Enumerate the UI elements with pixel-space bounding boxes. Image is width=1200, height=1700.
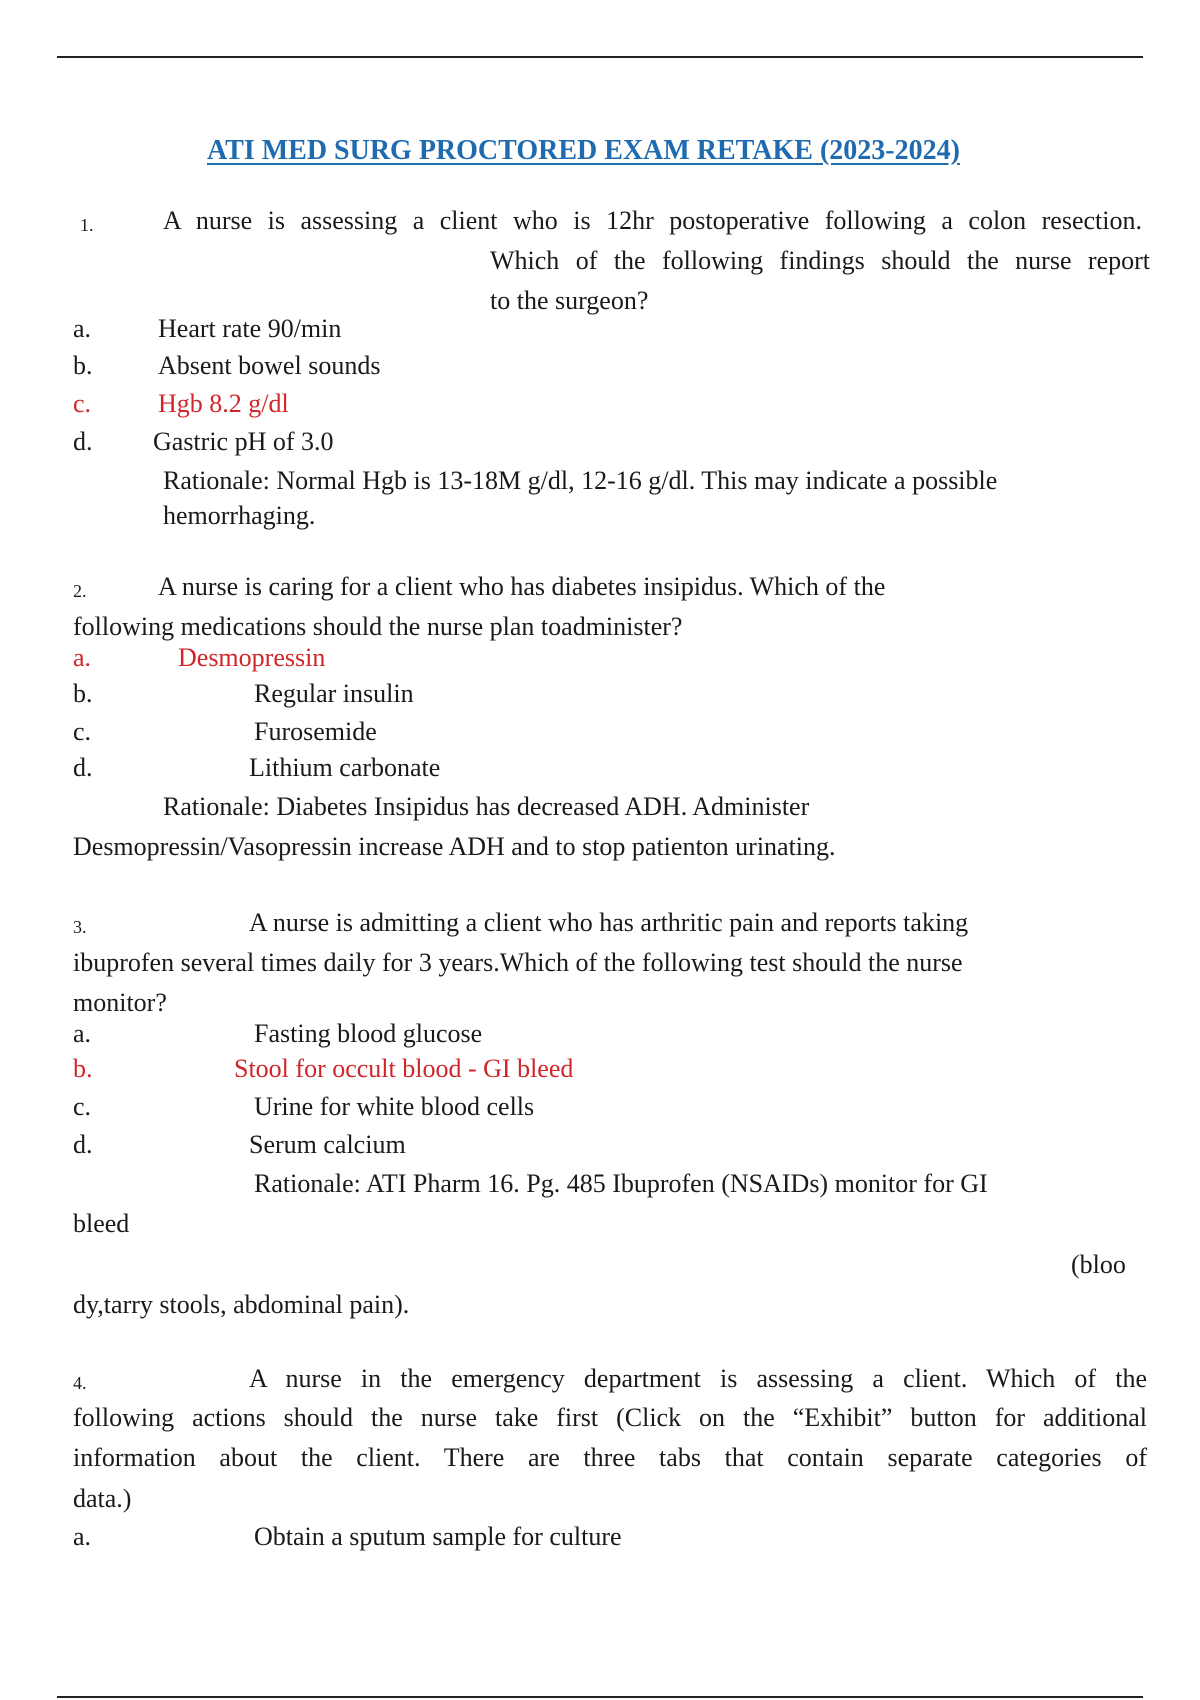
question-stem: Which of the following findings should the nurse report — [490, 246, 1150, 275]
question-stem: A nurse is admitting a client who has arthritic pain and reports taking — [249, 908, 969, 937]
question-stem: ibuprofen several times daily for 3 years.Which of the following test should the nurse — [73, 948, 963, 977]
option-text: Gastric pH of 3.0 — [153, 427, 334, 456]
rationale: Desmopressin/Vasopressin increase ADH and to stop patienton urinating. — [73, 832, 836, 861]
correct-option-text: Stool for occult blood - GI bleed — [234, 1054, 574, 1083]
rationale: (bloo — [1071, 1250, 1126, 1279]
question-stem: information about the client. There are three tabs that contain separate categories of — [73, 1443, 1147, 1472]
option-letter: d. — [73, 1130, 93, 1159]
question-stem: to the surgeon? — [490, 286, 649, 315]
question-stem: following actions should the nurse take first (Click on the “Exhibit” button for additional — [73, 1403, 1147, 1432]
question-stem: following medications should the nurse plan toadminister? — [73, 612, 683, 641]
correct-option-letter: a. — [73, 643, 92, 672]
bottom-rule — [57, 1696, 1143, 1698]
rationale: hemorrhaging. — [163, 501, 316, 530]
option-text: Obtain a sputum sample for culture — [254, 1522, 622, 1551]
question-stem: A nurse is assessing a client who is 12hr postoperative following a colon resection. — [163, 206, 1142, 235]
document-title: ATI MED SURG PROCTORED EXAM RETAKE (2023-2024) — [207, 135, 960, 166]
rationale: bleed — [73, 1209, 130, 1238]
option-letter: d. — [73, 753, 93, 782]
option-text: Lithium carbonate — [249, 753, 441, 782]
question-number: 3. — [73, 917, 87, 937]
option-text: Serum calcium — [249, 1130, 406, 1159]
option-letter: d. — [73, 427, 93, 456]
rationale: dy,tarry stools, abdominal pain). — [73, 1290, 410, 1319]
question-stem: A nurse is caring for a client who has diabetes insipidus. Which of the — [158, 572, 886, 601]
option-text: Fasting blood glucose — [254, 1019, 483, 1048]
rationale: Rationale: Diabetes Insipidus has decreased ADH. Administer — [163, 792, 810, 821]
option-letter: a. — [73, 314, 92, 343]
option-letter: b. — [73, 679, 93, 708]
question-number: 1. — [80, 215, 94, 235]
option-text: Heart rate 90/min — [158, 314, 342, 343]
option-letter: a. — [73, 1019, 92, 1048]
question-stem: A nurse in the emergency department is assessing a client. Which of the — [249, 1364, 1147, 1393]
correct-option-text: Hgb 8.2 g/dl — [158, 389, 289, 418]
question-stem: data.) — [73, 1484, 132, 1513]
option-text: Furosemide — [254, 717, 377, 746]
correct-option-letter: c. — [73, 389, 92, 418]
correct-option-text: Desmopressin — [178, 643, 326, 672]
option-text: Regular insulin — [254, 679, 414, 708]
option-letter: c. — [73, 717, 92, 746]
option-letter: b. — [73, 351, 93, 380]
question-number: 2. — [73, 581, 87, 601]
rationale: Rationale: ATI Pharm 16. Pg. 485 Ibuprofen (NSAIDs) monitor for GI — [254, 1169, 988, 1198]
rationale: Rationale: Normal Hgb is 13-18M g/dl, 12-16 g/dl. This may indicate a possible — [163, 466, 998, 495]
correct-option-letter: b. — [73, 1054, 93, 1083]
option-letter: c. — [73, 1092, 92, 1121]
question-stem: monitor? — [73, 988, 167, 1017]
top-rule — [57, 56, 1143, 58]
question-number: 4. — [73, 1373, 87, 1393]
option-letter: a. — [73, 1522, 92, 1551]
option-text: Absent bowel sounds — [158, 351, 381, 380]
option-text: Urine for white blood cells — [254, 1092, 535, 1121]
